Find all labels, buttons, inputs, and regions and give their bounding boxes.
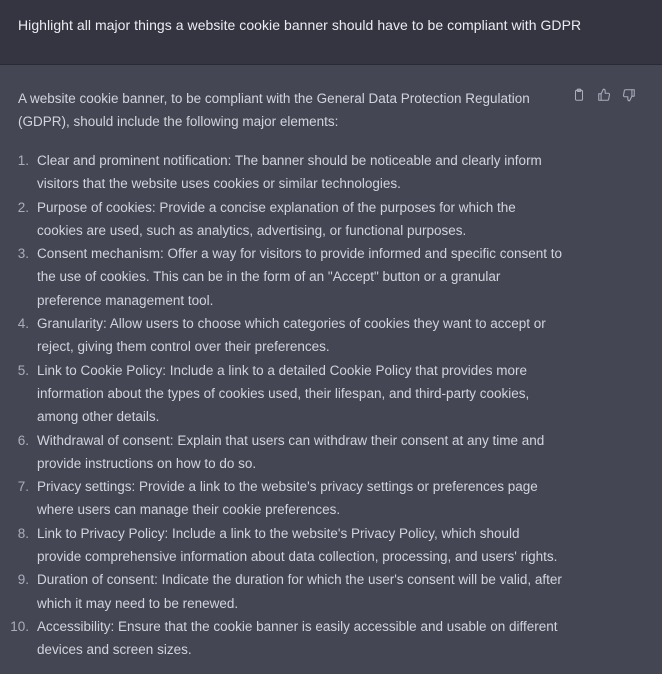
list-item-number: 7. [17,479,29,495]
list-item [0,359,580,429]
list-item-number: 4. [17,316,29,332]
list-item-number: 6. [17,432,29,448]
list-item-text: Granularity: Allow users to choose which categories of cookies they want to accept or reject, giving them control over their preferences. [37,316,546,355]
list-item-text: Clear and prominent notification: The banner should be noticeable and clearly inform visitors that the website uses cookies or similar technologies. [37,153,542,192]
list-item-text: Consent mechanism: Offer a way for visitors to provide informed and specific consent to the use of cookies. This can be in the form of an "Accept" button or a granular preference management tool. [37,246,562,308]
list-item-number: 2. [17,199,29,215]
list-item-text: Privacy settings: Provide a link to the website's privacy settings or preferences page where users can manage their cookie preferences. [37,479,538,518]
list-item [0,429,580,476]
list-item [0,196,580,243]
list-item [0,522,580,569]
assistant-intro-text: A website cookie banner, to be compliant with the General Data Protection Regulation (GDPR), should include the following major elements: [18,91,530,130]
list-item-text: Withdrawal of consent: Explain that users can withdraw their consent at any time and provide instructions on how to do so. [37,432,545,471]
user-message-text: Highlight all major things a website cookie banner should have to be compliant with GDPR [18,17,582,33]
list-item-text: Link to Privacy Policy: Include a link to the website's Privacy Policy, which should provide comprehensive information about data collection, processing, and users' rights. [37,525,558,565]
list-item [0,312,580,359]
list-item-number: 8. [17,525,29,541]
list-item-text: Accessibility: Ensure that the cookie banner is easily accessible and usable on different devices and screen sizes. [37,618,558,658]
compliance-list [0,149,580,662]
message-actions [572,88,638,104]
list-item-text: Duration of consent: Indicate the duration for which the user's consent will be valid, after which it may need to be renewed. [37,572,562,611]
list-item [0,242,580,312]
list-item [0,615,580,662]
thumbs-down-icon[interactable] [622,88,638,104]
list-item [0,475,580,522]
user-message-row [0,0,662,65]
list-item-text: Purpose of cookies: Provide a concise explanation of the purposes for which the cookies are used, such as analytics, advertising, or functional purposes. [37,199,516,238]
list-item-number: 5. [17,362,29,378]
list-item-number: 3. [17,246,29,262]
list-item [0,568,580,615]
list-item-number: 10. [10,618,29,634]
list-item-text: Link to Cookie Policy: Include a link to a detailed Cookie Policy that provides more information about the types of cookies used, their lifespan, and third-party cookies, among other details. [37,362,530,425]
assistant-message-row [0,65,662,674]
clipboard-icon[interactable] [572,88,588,104]
list-item-number: 1. [17,153,29,168]
list-item [0,149,580,196]
thumbs-up-icon[interactable] [597,88,613,104]
list-item-number: 9. [17,572,29,588]
